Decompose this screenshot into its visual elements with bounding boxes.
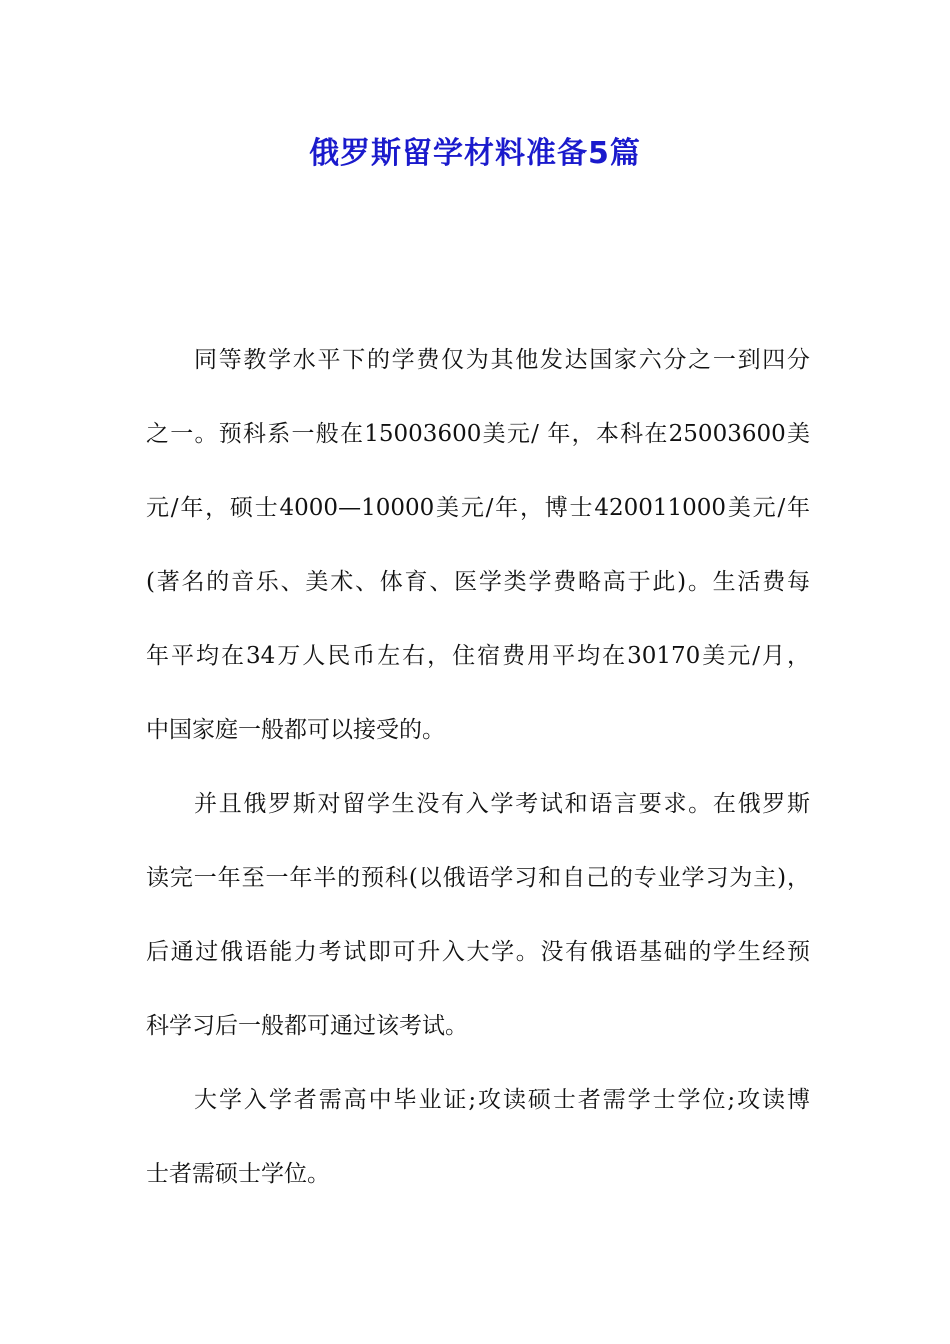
text-line: 后通过俄语能力考试即可升入大学。没有俄语基础的学生经预 [146,939,810,965]
text-line: 中国家庭一般都可以接受的。 [146,717,445,743]
text-line: 科学习后一般都可通过该考试。 [146,1013,468,1039]
text-line: 并且俄罗斯对留学生没有入学考试和语言要求。在俄罗斯 [194,791,810,817]
paragraph-3 [146,1076,810,1224]
text-line: 大学入学者需高中毕业证;攻读硕士者需学士学位;攻读博 [194,1087,810,1113]
text-line: 之一。预科系一般在15003600美元/ 年，本科在25003600美 [146,421,810,447]
text-line: 读完一年至一年半的预科(以俄语学习和自己的专业学习为主)， [146,865,810,891]
text-line: (著名的音乐、美术、体育、医学类学费略高于此)。生活费每 [146,569,810,595]
text-line: 年平均在34万人民币左右，住宿费用平均在30170美元/月， [146,643,810,669]
paragraph-1 [146,336,810,780]
document-body [146,336,810,1224]
text-line: 士者需硕士学位。 [146,1161,330,1187]
paragraph-2 [146,780,810,1076]
text-line: 同等教学水平下的学费仅为其他发达国家六分之一到四分 [194,347,810,373]
text-line: 元/年，硕士4000—10000美元/年，博士420011000美元/年 [146,495,810,521]
document-title: 俄罗斯留学材料准备5篇 [309,136,641,171]
